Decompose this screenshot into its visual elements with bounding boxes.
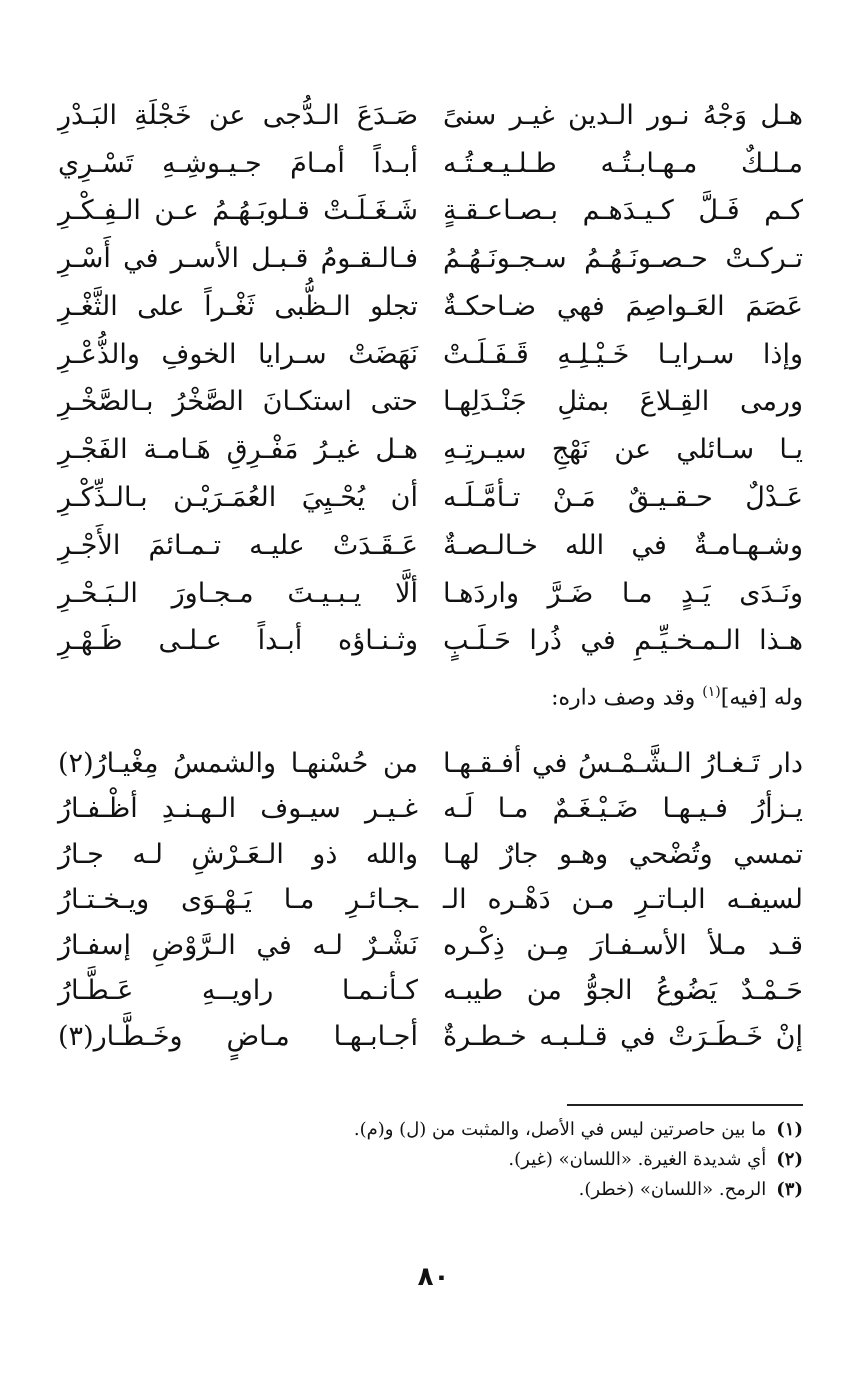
- second-hemistich: ألَّا يـبـيـتَ مـجـاورَ الـبَـحْـرِ: [58, 577, 418, 609]
- second-hemistich: وثـنـاؤه أبـداً عـلـى ظَـهْـرِ: [58, 625, 418, 657]
- second-hemistich: أبـداً أمـامَ جـيـوشِـهِ تَسْـرِي: [58, 147, 418, 179]
- footnote-number: (٢): [776, 1149, 803, 1170]
- first-hemistich: وإذا سـرايـا خَـيْـلِـهِ قَـفَـلَـتْ: [443, 338, 803, 370]
- verse-line: [58, 140, 803, 188]
- verse-line: [58, 787, 803, 833]
- first-hemistich: لسيفـه البـاتـرِ مـن دَهْـره الـ: [443, 884, 803, 916]
- page-number: ٨٠: [417, 1262, 450, 1292]
- verse-line: [58, 283, 803, 331]
- footnote-number: (١): [776, 1119, 803, 1140]
- footnote-text: الرمح. «اللسان» (خطر).: [578, 1179, 767, 1200]
- first-hemistich: قـد مـلأ الأسـفـارَ مِـن ذِكْـره: [443, 929, 803, 961]
- verse-line: [58, 331, 803, 379]
- footnote: [283, 1178, 803, 1208]
- verse-line: [58, 474, 803, 522]
- first-hemistich: إنْ خَـطَـرَتْ في قـلـبـه خـطـرةٌ: [443, 1020, 803, 1052]
- first-hemistich: عَـدْلٌ حـقـيـقٌ مَـنْ تـأمَّـلَـه: [443, 482, 803, 514]
- first-hemistich: مـلـكٌ مـهـابـتُـه طـلـيـعـتُـه: [443, 147, 803, 179]
- second-hemistich: فـالـقـومُ قـبـل الأسـر في أَسْـرِ: [58, 243, 418, 275]
- verse-line: [58, 1014, 803, 1060]
- first-hemistich: كـم فَـلَّ كـيـدَهـم بـصـاعـقـةٍ: [443, 195, 803, 227]
- second-hemistich: شَـغَـلَـتْ قـلوبَـهُـمُ عـن الـفِـكْـرِ: [58, 195, 418, 227]
- first-hemistich: هـذا الـمـخـيِّـمِ في ذُرا حَـلَـبٍ: [443, 625, 803, 657]
- verse-line: [58, 618, 803, 666]
- first-hemistich: حَـمْـدٌ يَضُوعُ الجوُّ من طيبـه: [443, 975, 803, 1007]
- second-hemistich: والله ذو الـعَـرْشِ لـه جـارُ: [58, 838, 418, 870]
- verse-line: [58, 379, 803, 427]
- poem-stanza-2: [58, 741, 803, 1060]
- verse-line: [58, 878, 803, 924]
- second-hemistich: أجـابـهـا مـاضٍ وخَـطَّـار(٣): [58, 1020, 418, 1052]
- footnote-reference: (١): [702, 684, 721, 700]
- second-hemistich: ـجـائـرِ مـا يَـهْـوَى ويـخـتـارُ: [58, 884, 418, 916]
- first-hemistich: هـل وَجْهُ نـور الـدين غيـر سنىً: [443, 99, 803, 131]
- verse-line: [58, 188, 803, 236]
- verse-line: [58, 969, 803, 1015]
- footnote-text: أي شديدة الغيرة. «اللسان» (غير).: [508, 1149, 767, 1170]
- intro-text-before: وله [فيه]: [720, 685, 803, 711]
- first-hemistich: يـزأرُ فـيـهـا ضَـيْـغَـمٌ مـا لَـه: [443, 793, 803, 825]
- second-hemistich: من حُسْنهـا والشمسُ مِغْيـارُ(٢): [58, 747, 418, 779]
- footnotes: [283, 1118, 803, 1208]
- first-hemistich: وشـهـامـةٌ في الله خـالـصـةٌ: [443, 529, 803, 561]
- footnote: [283, 1148, 803, 1178]
- first-hemistich: ورمى القِـلاعَ بمثلِ جَنْـدَلِهـا: [443, 386, 803, 418]
- poem-intro-line: [551, 684, 803, 710]
- footnote-number: (٣): [776, 1179, 803, 1200]
- second-hemistich: نَشْـرٌ لـه في الـرَّوْضِ إسفـارُ: [58, 929, 418, 961]
- footnote: [283, 1118, 803, 1148]
- footnote-separator: [567, 1104, 803, 1106]
- footnote-text: ما بين حاصرتين ليس في الأصل، والمثبت من (ل) و(م).: [353, 1119, 767, 1140]
- first-hemistich: تمسي وتُضْحي وهـو جارٌ لهـا: [443, 838, 803, 870]
- second-hemistich: تجلو الـظُّبى ثَغْـراً على الثَّغْـرِ: [58, 290, 418, 322]
- first-hemistich: دار تَـغـارُ الـشَّـمْـسُ في أفـقـهـا: [443, 747, 803, 779]
- second-hemistich: حتى استكـانَ الصَّخْرُ بـالصَّخْـرِ: [58, 386, 418, 418]
- second-hemistich: نَهَضَتْ سـرايا الخوفِ والذُّعْـرِ: [58, 338, 418, 370]
- first-hemistich: عَصَمَ العَـواصِمَ فهي ضـاحكـةٌ: [443, 290, 803, 322]
- verse-line: [58, 832, 803, 878]
- first-hemistich: ونَـدَى يَـدٍ مـا ضَـرَّ واردَهـا: [443, 577, 803, 609]
- second-hemistich: هـل غيـرُ مَفْـرِقِ هَـامـة الفَجْـرِ: [58, 434, 418, 466]
- verse-line: [58, 570, 803, 618]
- verse-line: [58, 92, 803, 140]
- first-hemistich: تـركـتْ حـصـونَـهُـمُ سـجـونَـهُـمُ: [443, 243, 803, 275]
- second-hemistich: صَـدَعَ الـدُّجى عن خَجْلَةِ البَـدْرِ: [58, 99, 418, 131]
- poem-stanza-1: [58, 92, 803, 666]
- verse-line: [58, 235, 803, 283]
- intro-text-after: وقد وصف داره:: [551, 685, 703, 711]
- second-hemistich: كـأنـمـا راويــهِ عَـطَّـارُ: [58, 975, 418, 1007]
- verse-line: [58, 522, 803, 570]
- first-hemistich: يـا سـائلي عن نَهْجِ سيـرتِـهِ: [443, 434, 803, 466]
- second-hemistich: أن يُحْـيِيَ العُمَـرَيْـن بـالـذِّكْـرِ: [58, 482, 418, 514]
- verse-line: [58, 923, 803, 969]
- verse-line: [58, 741, 803, 787]
- verse-line: [58, 427, 803, 475]
- second-hemistich: عَـقَـدَتْ عليـه تـمـائمَ الأَجْـرِ: [58, 529, 418, 561]
- second-hemistich: غـيـر سيـوف الـهـنـدِ أظْـفـارُ: [58, 793, 418, 825]
